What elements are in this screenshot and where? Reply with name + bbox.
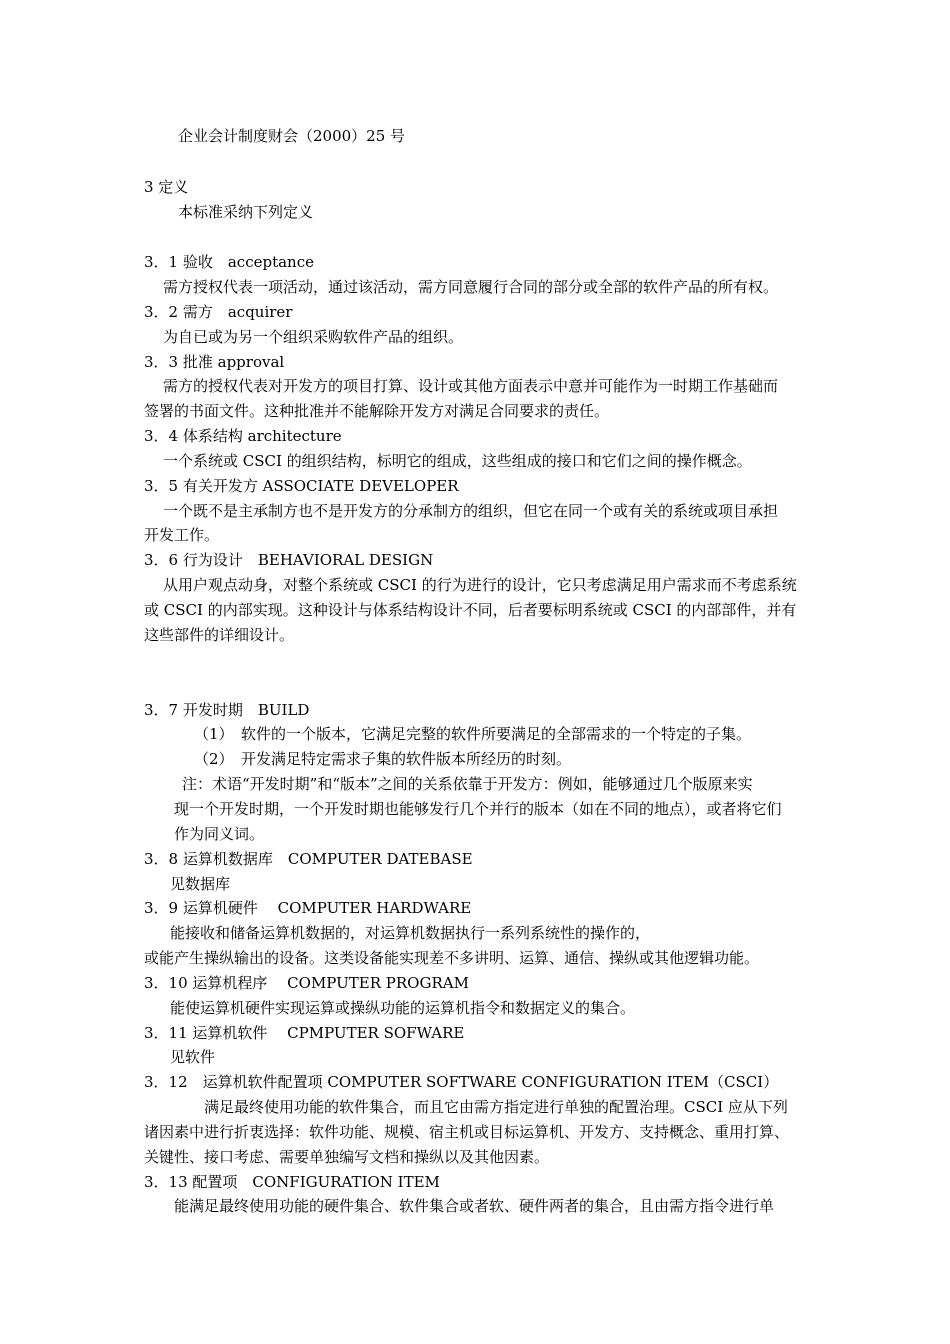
list-item: （1） 软件的一个版本，它满足完整的软件所要满足的全部需求的一个特定的子集。	[194, 725, 752, 743]
definition-line: 或能产生操纵输出的设备。这类设备能实现差不多讲明、运算、通信、操纵或其他逻辑功能。	[144, 949, 760, 967]
definition-line: 或 CSCI 的内部实现。这种设计与体系结构设计不同，后者要标明系统或 CSCI 的内部部件，并有	[144, 601, 797, 619]
term-heading: 3．3 批准 approval	[144, 353, 285, 371]
definition-line: 关键性、接口考虑、需要单独编写文档和操纵以及其他因素。	[144, 1148, 550, 1166]
definition-line: 一个既不是主承制方也不是开发方的分承制方的组织，但它在同一个或有关的系统或项目承担	[163, 502, 779, 520]
term-heading: 3．7 开发时期 BUILD	[144, 701, 310, 719]
term-heading: 3．10 运算机程序 COMPUTER PROGRAM	[144, 974, 469, 992]
definition-line: 诸因素中进行折衷选择：软件功能、规模、宿主机或目标运算机、开发方、支持概念、重用打算、	[144, 1123, 790, 1141]
text-line: 本标准采纳下列定义	[178, 203, 314, 221]
definition-line: 从用户观点动身，对整个系统或 CSCI 的行为进行的设计，它只考虑满足用户需求而不考虑系统	[163, 576, 797, 594]
definition-line: 这些部件的详细设计。	[144, 626, 295, 644]
note-line: 作为同义词。	[174, 825, 265, 843]
term-heading: 3．12 运算机软件配置项 COMPUTER SOFTWARE CONFIGURATION ITEM（CSCI）	[144, 1073, 779, 1091]
definition-line: 开发工作。	[144, 526, 220, 544]
term-heading: 3．11 运算机软件 CPMPUTER SOFWARE	[144, 1024, 465, 1042]
definition-line: 为自已或为另一个组织采购软件产品的组织。	[163, 328, 464, 346]
definition-line: 能接收和储备运算机数据的，对运算机数据执行一系列系统性的操作的，	[170, 924, 651, 942]
definition-line: 需方的授权代表对开发方的项目打算、设计或其他方面表示中意并可能作为一时期工作基础而	[163, 377, 779, 395]
note-line: 注：术语“开发时期”和“版本”之间的关系依靠于开发方：例如，能够通过几个版原来实	[182, 775, 753, 793]
definition-line: 能满足最终使用功能的硬件集合、软件集合或者软、硬件两者的集合，且由需方指令进行单	[174, 1197, 775, 1215]
term-heading: 3．6 行为设计 BEHAVIORAL DESIGN	[144, 551, 434, 569]
definition-line: 签署的书面文件。这种批准并不能解除开发方对满足合同要求的责任。	[144, 402, 610, 420]
term-heading: 3．9 运算机硬件 COMPUTER HARDWARE	[144, 899, 472, 917]
term-heading: 3．5 有关开发方 ASSOCIATE DEVELOPER	[144, 477, 459, 495]
definition-line: 见数据库	[170, 875, 231, 893]
list-item: （2） 开发满足特定需求子集的软件版本所经历的时刻。	[194, 750, 572, 768]
definition-line: 满足最终使用功能的软件集合，而且它由需方指定进行单独的配置治理。CSCI 应从下列	[204, 1098, 788, 1116]
definition-line: 见软件	[170, 1048, 216, 1066]
section-heading: 3 定义	[144, 178, 189, 196]
term-heading: 3．13 配置项 CONFIGURATION ITEM	[144, 1173, 440, 1191]
term-heading: 3．8 运算机数据库 COMPUTER DATEBASE	[144, 850, 473, 868]
definition-line: 能使运算机硬件实现运算或操纵功能的运算机指令和数据定义的集合。	[170, 999, 636, 1017]
text-line: 企业会计制度财会（2000）25 号	[178, 127, 406, 145]
term-heading: 3．4 体系结构 architecture	[144, 427, 342, 445]
definition-line: 一个系统或 CSCI 的组织结构，标明它的组成，这些组成的接口和它们之间的操作概念。	[163, 452, 752, 470]
note-line: 现一个开发时期，一个开发时期也能够发行几个并行的版本（如在不同的地点），或者将它们	[174, 800, 782, 818]
definition-line: 需方授权代表一项活动，通过该活动，需方同意履行合同的部分或全部的软件产品的所有权。	[163, 278, 779, 296]
term-heading: 3．1 验收 acceptance	[144, 253, 314, 271]
term-heading: 3．2 需方 acquirer	[144, 303, 293, 321]
